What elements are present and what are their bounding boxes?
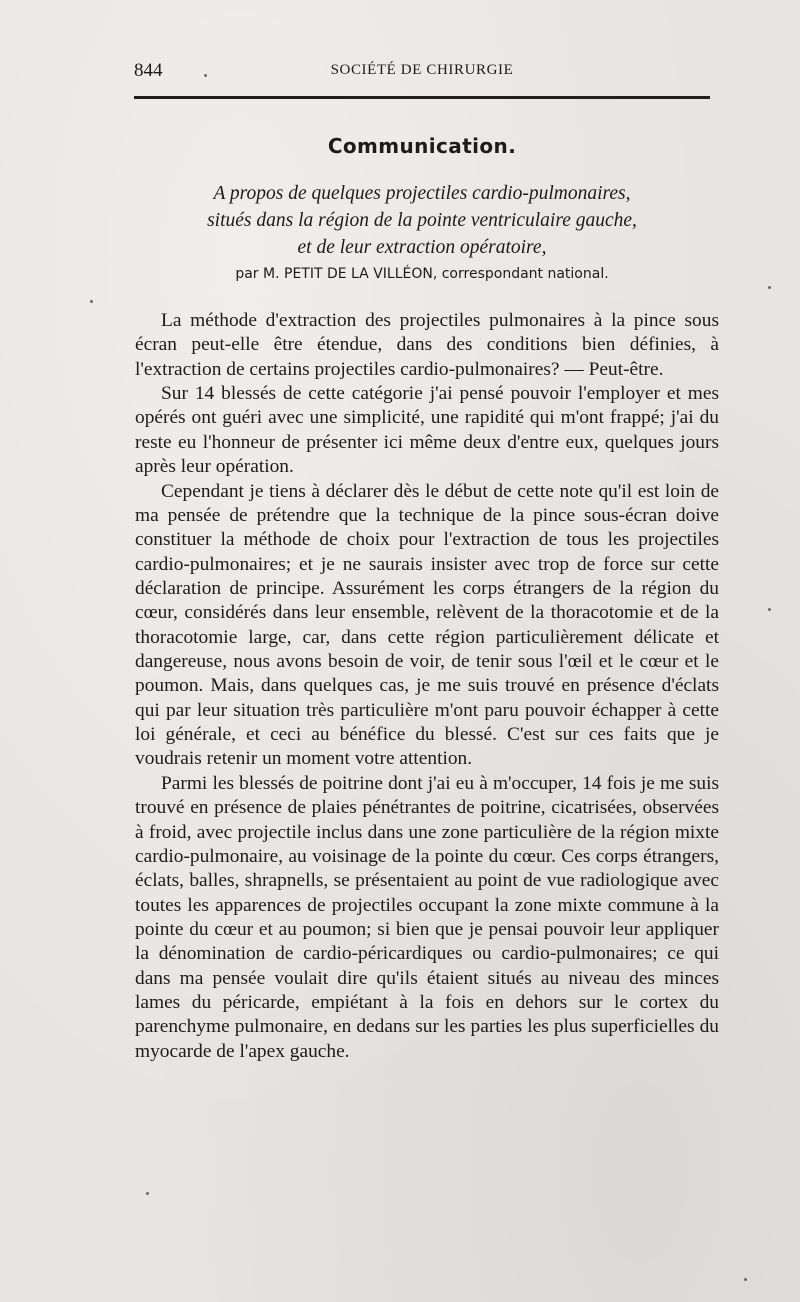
- article-title-line: situés dans la région de la pointe ventriculaire gauche,: [207, 210, 637, 231]
- paper-speck: [204, 74, 207, 77]
- paper-speck: [146, 1192, 149, 1195]
- page-number: 844: [134, 60, 163, 81]
- body-paragraph: Sur 14 blessés de cette catégorie j'ai pensé pouvoir l'employer et mes opérés ont guéri avec une simplicité, une rapidité qui m'ont frappé; j'ai du reste eu l'honneur de présenter ici même deux d'entre eux, quelques jours après leur opération.: [135, 383, 719, 478]
- body-paragraph: La méthode d'extraction des projectiles pulmonaires à la pince sous écran peut-elle être étendue, dans des conditions bien définies, à l'extraction de certains projectiles cardio-pulmonaires? — Peut-être.: [135, 310, 719, 380]
- body-paragraph: Cependant je tiens à déclarer dès le début de cette note qu'il est loin de ma pensée de prétendre que la technique de la pince sous-écran doive constituer la méthode de choix pour l'extraction de tous les projectiles cardio-pulmonaires; et je ne saurais insister avec trop de force sur cette déclaration de principe. Assurément les corps étrangers de la région du cœur, considérés dans leur ensemble, relèvent de la thoracotomie et de la thoracotomie large, car, dans cette région particulièrement délicate et dangereuse, nous avons besoin de voir, de tenir sous l'œil et le cœur et le poumon. Mais, dans quelques cas, je me suis trouvé en présence d'éclats qui par leur situation très particulière m'ont paru pouvoir échapper à cette loi générale, et ceci au bénéfice du blessé. C'est sur ces faits que je voudrais retenir un moment votre attention.: [135, 480, 719, 770]
- section-heading: Communication.: [327, 134, 517, 158]
- byline: par M. PETIT DE LA VILLÉON, correspondant national.: [235, 266, 609, 282]
- paper-speck: [768, 286, 771, 289]
- running-head: [134, 60, 710, 84]
- journal-title: SOCIÉTÉ DE CHIRURGIE: [330, 62, 514, 78]
- paper-speck: [90, 300, 93, 303]
- article-title: [134, 180, 710, 261]
- header-rule: [134, 96, 710, 99]
- paper-speck: [768, 608, 771, 611]
- body-paragraph: Parmi les blessés de poitrine dont j'ai eu à m'occuper, 14 fois je me suis trouvé en présence de plaies pénétrantes de poitrine, cicatrisées, observées à froid, avec projectile inclus dans une zone particulière de la région mixte cardio-pulmonaire, au voisinage de la pointe du cœur. Ces corps étrangers, éclats, balles, shrapnells, se présentaient au point de vue radiologique avec toutes les apparences de projectiles occupant la zone mixte commune à la pointe du cœur et au poumon; si bien que je pensai pouvoir leur appliquer la dénomination de cardio-péricardiques ou cardio-pulmonaires; ce qui dans ma pensée voulait dire qu'ils étaient situés au niveau des minces lames du péricarde, empiétant à la fois en dehors sur le cortex du parenchyme pulmonaire, en dedans sur les parties les plus superficielles du myocarde de l'apex gauche.: [135, 772, 719, 1062]
- article-body: [135, 309, 719, 1064]
- article-title-line: et de leur extraction opératoire,: [297, 237, 547, 258]
- paper-speck: [744, 1278, 747, 1281]
- article-title-line: A propos de quelques projectiles cardio-pulmonaires,: [213, 183, 631, 204]
